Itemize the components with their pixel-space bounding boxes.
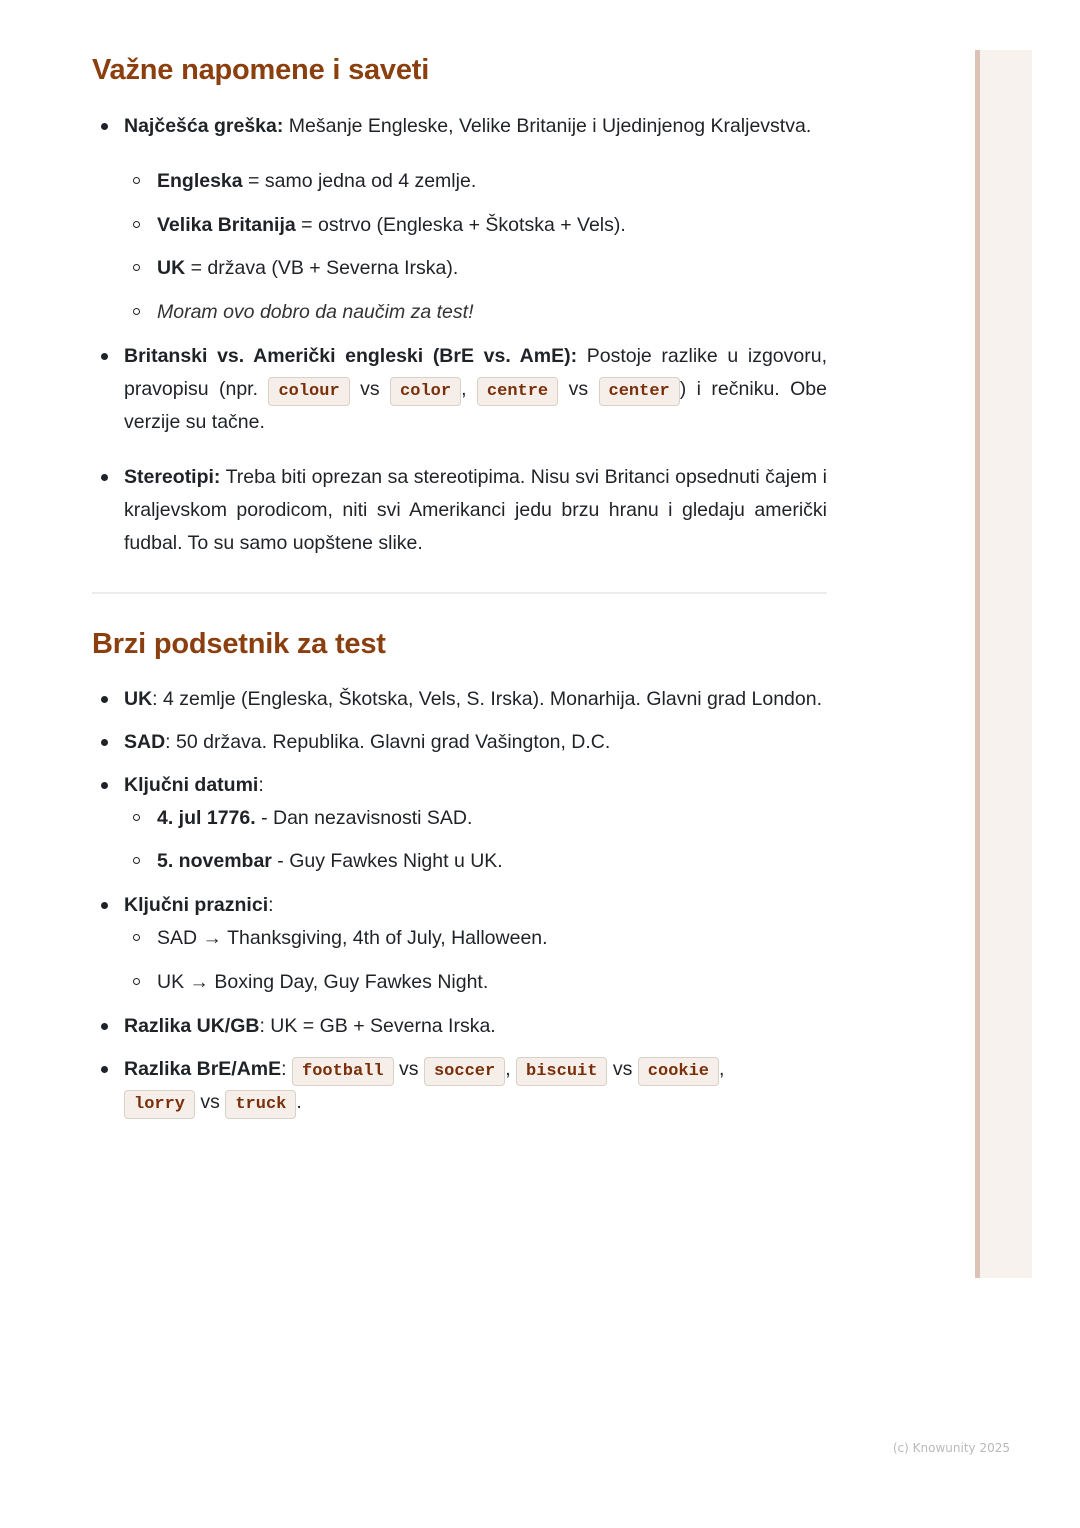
copyright-footer: (c) Knowunity 2025 [892, 1441, 1010, 1455]
item-label: Razlika BrE/AmE [124, 1057, 282, 1080]
list-item [92, 1053, 827, 1119]
item-text: : 4 zemlje (Engleska, Škotska, Vels, S. Irska). Monarhija. Glavni grad London. [152, 687, 822, 710]
period-text: . [296, 1090, 302, 1113]
sub-item-label: Velika Britanija [157, 213, 296, 236]
sub-item-label: 5. novembar [157, 850, 272, 872]
sub-list-item [124, 802, 827, 835]
section-divider [92, 592, 827, 594]
colon-text: : [281, 1057, 292, 1080]
colon-text: : [268, 894, 274, 916]
item-label: SAD [124, 730, 166, 753]
vs-text: vs [349, 377, 391, 400]
sub-list-item [124, 922, 827, 955]
code-term: cookie [638, 1057, 719, 1086]
sub-item-italic-note: Moram ovo dobro da naučim za test! [157, 300, 474, 323]
sub-item-text: SAD → Thanksgiving, 4th of July, Halloween. [157, 927, 548, 949]
comma-text: , [505, 1057, 517, 1080]
item-label: Ključni datumi [124, 773, 259, 796]
item-label: Ključni praznici [124, 894, 269, 916]
sub-item-text: - Guy Fawkes Night u UK. [271, 850, 503, 872]
code-term: center [599, 377, 680, 406]
sub-list-item [124, 252, 827, 285]
sub-item-text: = samo jedna od 4 zemlje. [242, 170, 477, 192]
sub-item-text: = ostrvo (Engleska + Škotska + Vels). [295, 213, 626, 236]
section-title-reminder: Brzi podsetnik za test [92, 627, 386, 660]
list-item [92, 889, 827, 999]
sub-list [124, 165, 827, 329]
list-item [92, 683, 827, 716]
code-term: soccer [424, 1057, 505, 1086]
sub-list [124, 802, 827, 879]
item-label: Stereotipi: [124, 465, 221, 488]
sub-list-item [124, 296, 827, 329]
item-text: : 50 država. Republika. Glavni grad Vašington, D.C. [165, 730, 611, 753]
sub-item-label: UK [157, 257, 186, 279]
document-content [92, 48, 827, 1119]
sub-list-item [124, 845, 827, 878]
item-text: Postoje razlike u izgovoru, pravopisu (npr. [124, 344, 828, 400]
vs-text: vs [195, 1090, 226, 1113]
list-item [92, 110, 827, 329]
item-text: ) i rečniku. Obe verzije su tačne. [124, 377, 828, 433]
item-label: Britanski vs. Američki engleski (BrE vs. AmE): [124, 344, 578, 367]
vs-text: vs [393, 1057, 424, 1080]
list-item [92, 461, 827, 560]
comma-text: , [719, 1057, 725, 1080]
side-decoration-bar [975, 50, 1032, 1278]
section-title-notes: Važne napomene i saveti [92, 54, 430, 86]
list-item [92, 1010, 827, 1043]
code-term: truck [225, 1090, 296, 1119]
sub-list [124, 922, 827, 999]
sub-list-item [124, 209, 827, 242]
code-term: football [292, 1057, 394, 1086]
code-term: lorry [124, 1090, 195, 1119]
notes-list [92, 110, 827, 560]
item-label: Razlika UK/GB [124, 1014, 260, 1037]
code-term: centre [477, 377, 558, 406]
code-term: biscuit [516, 1057, 607, 1086]
vs-text: vs [558, 377, 599, 400]
code-term: colour [268, 377, 349, 406]
list-item [92, 769, 827, 879]
vs-text: vs [607, 1057, 638, 1080]
sub-item-text: = država (VB + Severna Irska). [185, 257, 459, 279]
item-text: Treba biti oprezan sa stereotipima. Nisu svi Britanci opsednuti čajem i kraljevskom porodicom, niti svi Amerikanci jedu brzu hranu i gledaju američki fudbal. To su samo uopštene slike. [124, 465, 827, 554]
item-label: Najčešća greška: [124, 115, 284, 137]
item-text: : UK = GB + Severna Irska. [259, 1014, 496, 1037]
sub-item-label: 4. jul 1776. [157, 806, 256, 829]
item-text: Mešanje Engleske, Velike Britanije i Ujedinjenog Kraljevstva. [283, 115, 812, 137]
reminder-list [92, 683, 827, 1119]
sub-list-item [124, 966, 827, 999]
comma-text: , [461, 377, 477, 400]
sub-item-text: - Dan nezavisnosti SAD. [255, 806, 473, 829]
sub-item-label: Engleska [157, 170, 243, 192]
list-item [92, 726, 827, 759]
list-item [92, 340, 827, 439]
sub-list-item [124, 165, 827, 198]
code-term: color [390, 377, 461, 406]
item-label: UK [124, 687, 153, 710]
colon-text: : [258, 773, 264, 796]
sub-item-text: UK → Boxing Day, Guy Fawkes Night. [157, 970, 489, 993]
